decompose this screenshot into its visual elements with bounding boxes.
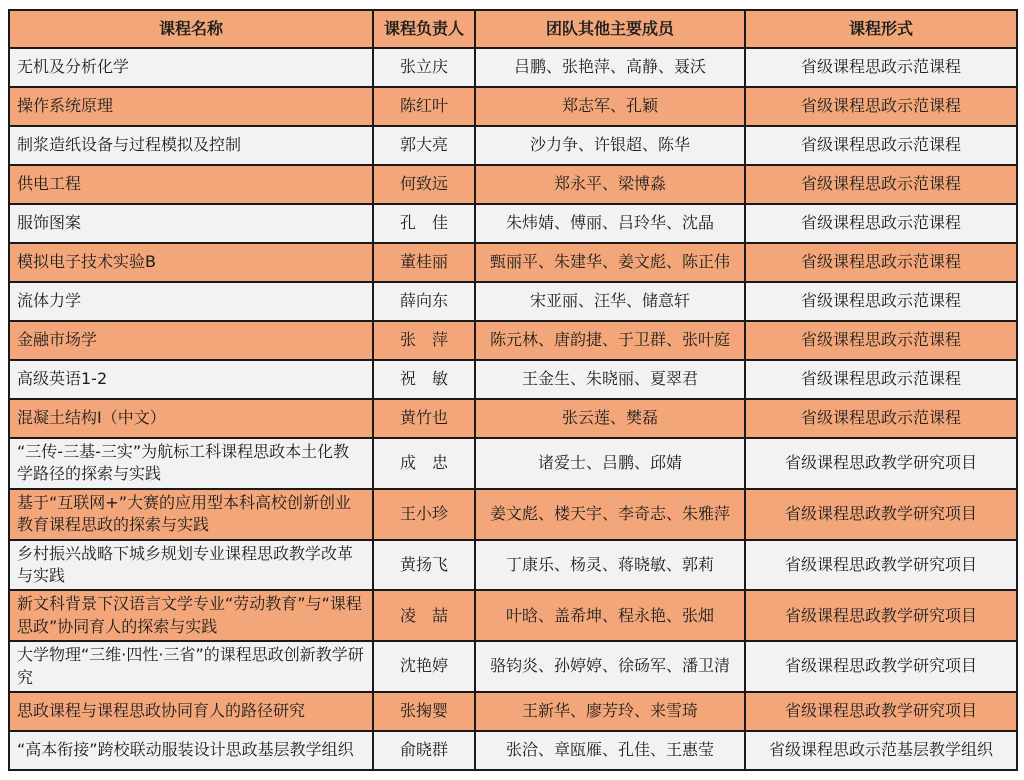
team-members-cell: 王新华、廖芳玲、来雪琦 bbox=[475, 692, 745, 731]
course-leader-cell: 何致远 bbox=[373, 165, 475, 204]
table-row bbox=[9, 321, 1017, 360]
course-form-cell: 省级课程思政示范课程 bbox=[745, 360, 1017, 399]
table-row bbox=[9, 204, 1017, 243]
course-name-cell: 制浆造纸设备与过程模拟及控制 bbox=[9, 126, 373, 165]
course-name-cell: 无机及分析化学 bbox=[9, 48, 373, 87]
table-row bbox=[9, 243, 1017, 282]
course-form-cell: 省级课程思政教学研究项目 bbox=[745, 489, 1017, 540]
table-row bbox=[9, 126, 1017, 165]
header-course-leader: 课程负责人 bbox=[373, 10, 475, 48]
header-team-members: 团队其他主要成员 bbox=[475, 10, 745, 48]
course-leader-cell: 成 忠 bbox=[373, 438, 475, 489]
course-name-cell: 服饰图案 bbox=[9, 204, 373, 243]
course-form-cell: 省级课程思政示范课程 bbox=[745, 165, 1017, 204]
course-name-cell: 混凝土结构Ⅰ（中文） bbox=[9, 399, 373, 438]
course-form-cell: 省级课程思政示范课程 bbox=[745, 204, 1017, 243]
course-name-cell: 新文科背景下汉语言文学专业“劳动教育”与“课程思政”协同育人的探索与实践 bbox=[9, 590, 373, 641]
team-members-cell: 姜文彪、楼天宇、李奇志、朱雅萍 bbox=[475, 489, 745, 540]
course-form-cell: 省级课程思政示范课程 bbox=[745, 243, 1017, 282]
course-name-cell: “三传-三基-三实”为航标工科课程思政本土化教学路径的探索与实践 bbox=[9, 438, 373, 489]
team-members-cell: 宋亚丽、汪华、储意轩 bbox=[475, 282, 745, 321]
team-members-cell: 陈元林、唐韵捷、于卫群、张叶庭 bbox=[475, 321, 745, 360]
course-ideology-table bbox=[8, 9, 1018, 771]
course-name-cell: 高级英语1-2 bbox=[9, 360, 373, 399]
team-members-cell: 叶晗、盖希坤、程永艳、张畑 bbox=[475, 590, 745, 641]
course-leader-cell: 俞晓群 bbox=[373, 731, 475, 770]
course-leader-cell: 祝 敏 bbox=[373, 360, 475, 399]
course-leader-cell: 黄扬飞 bbox=[373, 540, 475, 591]
course-form-cell: 省级课程思政示范课程 bbox=[745, 399, 1017, 438]
table-row bbox=[9, 282, 1017, 321]
course-form-cell: 省级课程思政示范课程 bbox=[745, 87, 1017, 126]
course-form-cell: 省级课程思政示范课程 bbox=[745, 126, 1017, 165]
table-row bbox=[9, 48, 1017, 87]
table-row bbox=[9, 540, 1017, 591]
team-members-cell: 丁康乐、杨灵、蒋晓敏、郭莉 bbox=[475, 540, 745, 591]
team-members-cell: 朱炜婧、傅丽、吕玲华、沈晶 bbox=[475, 204, 745, 243]
team-members-cell: 郑志军、孔颖 bbox=[475, 87, 745, 126]
team-members-cell: 郑永平、梁博淼 bbox=[475, 165, 745, 204]
course-form-cell: 省级课程思政教学研究项目 bbox=[745, 692, 1017, 731]
course-leader-cell: 张立庆 bbox=[373, 48, 475, 87]
header-row bbox=[9, 10, 1017, 48]
course-leader-cell: 陈红叶 bbox=[373, 87, 475, 126]
course-name-cell: “高本衔接”跨校联动服装设计思政基层教学组织 bbox=[9, 731, 373, 770]
team-members-cell: 王金生、朱晓丽、夏翠君 bbox=[475, 360, 745, 399]
course-leader-cell: 薛向东 bbox=[373, 282, 475, 321]
course-form-cell: 省级课程思政示范基层教学组织 bbox=[745, 731, 1017, 770]
course-leader-cell: 孔 佳 bbox=[373, 204, 475, 243]
course-name-cell: 乡村振兴战略下城乡规划专业课程思政教学改革与实践 bbox=[9, 540, 373, 591]
course-form-cell: 省级课程思政教学研究项目 bbox=[745, 590, 1017, 641]
course-leader-cell: 郭大亮 bbox=[373, 126, 475, 165]
table-row bbox=[9, 399, 1017, 438]
course-form-cell: 省级课程思政示范课程 bbox=[745, 321, 1017, 360]
course-leader-cell: 凌 喆 bbox=[373, 590, 475, 641]
course-form-cell: 省级课程思政教学研究项目 bbox=[745, 641, 1017, 692]
course-name-cell: 基于“互联网+”大赛的应用型本科高校创新创业教育课程思政的探索与实践 bbox=[9, 489, 373, 540]
course-name-cell: 操作系统原理 bbox=[9, 87, 373, 126]
course-name-cell: 大学物理“三维·四性·三省”的课程思政创新教学研究 bbox=[9, 641, 373, 692]
course-form-cell: 省级课程思政示范课程 bbox=[745, 282, 1017, 321]
course-leader-cell: 王小珍 bbox=[373, 489, 475, 540]
header-course-form: 课程形式 bbox=[745, 10, 1017, 48]
course-leader-cell: 黄竹也 bbox=[373, 399, 475, 438]
table-row bbox=[9, 590, 1017, 641]
course-form-cell: 省级课程思政教学研究项目 bbox=[745, 540, 1017, 591]
table-row bbox=[9, 360, 1017, 399]
table-row bbox=[9, 731, 1017, 770]
table-row bbox=[9, 489, 1017, 540]
table-row bbox=[9, 438, 1017, 489]
course-form-cell: 省级课程思政教学研究项目 bbox=[745, 438, 1017, 489]
course-name-cell: 模拟电子技术实验B bbox=[9, 243, 373, 282]
team-members-cell: 沙力争、许银超、陈华 bbox=[475, 126, 745, 165]
team-members-cell: 甄丽平、朱建华、姜文彪、陈正伟 bbox=[475, 243, 745, 282]
team-members-cell: 吕鹏、张艳萍、高静、聂沃 bbox=[475, 48, 745, 87]
header-course-name: 课程名称 bbox=[9, 10, 373, 48]
table-row bbox=[9, 641, 1017, 692]
course-name-cell: 思政课程与课程思政协同育人的路径研究 bbox=[9, 692, 373, 731]
team-members-cell: 骆钧炎、孙婷婷、徐砀军、潘卫清 bbox=[475, 641, 745, 692]
team-members-cell: 诸爱士、吕鹏、邱婧 bbox=[475, 438, 745, 489]
course-leader-cell: 沈艳婷 bbox=[373, 641, 475, 692]
course-form-cell: 省级课程思政示范课程 bbox=[745, 48, 1017, 87]
team-members-cell: 张洽、章瓯雁、孔佳、王惠莹 bbox=[475, 731, 745, 770]
team-members-cell: 张云莲、樊磊 bbox=[475, 399, 745, 438]
course-leader-cell: 张掬婴 bbox=[373, 692, 475, 731]
course-name-cell: 金融市场学 bbox=[9, 321, 373, 360]
course-leader-cell: 董桂丽 bbox=[373, 243, 475, 282]
table-row bbox=[9, 165, 1017, 204]
table-row bbox=[9, 692, 1017, 731]
course-name-cell: 供电工程 bbox=[9, 165, 373, 204]
course-name-cell: 流体力学 bbox=[9, 282, 373, 321]
table-row bbox=[9, 87, 1017, 126]
course-leader-cell: 张 萍 bbox=[373, 321, 475, 360]
